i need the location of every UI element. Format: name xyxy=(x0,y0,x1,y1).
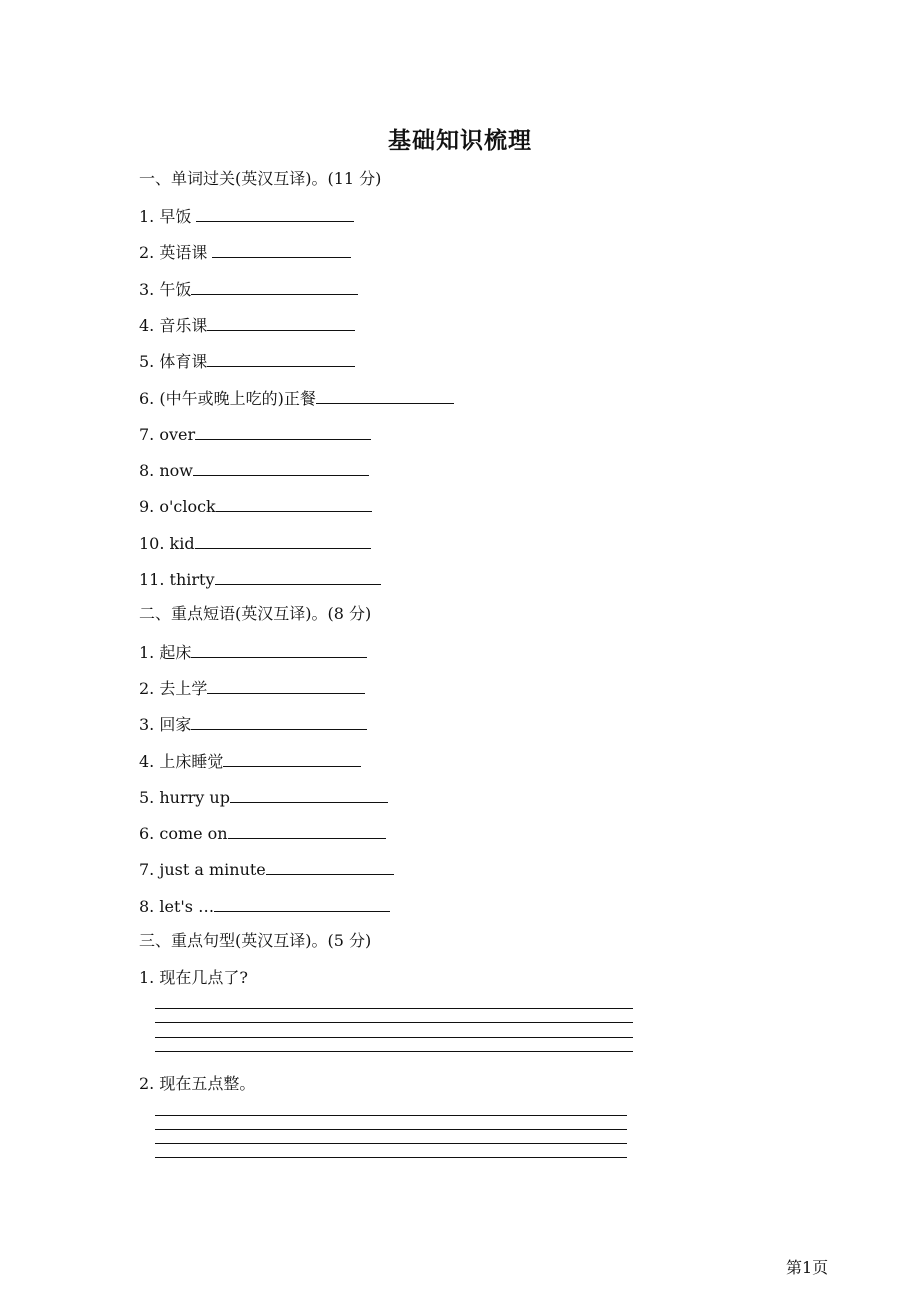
section-2-item-6 xyxy=(139,822,386,844)
answer-line[interactable] xyxy=(155,1037,633,1038)
section-3-item-1: 1. 现在几点了? xyxy=(139,968,248,987)
section-2-item-5 xyxy=(139,786,388,808)
item-label: 1. 早饭 xyxy=(139,207,197,226)
answer-line[interactable] xyxy=(155,1051,633,1052)
answer-blank[interactable] xyxy=(207,350,355,367)
answer-blank[interactable] xyxy=(266,858,394,875)
section-1-item-6 xyxy=(139,387,454,409)
section-2-item-8 xyxy=(139,895,390,917)
answer-blank[interactable] xyxy=(193,459,369,476)
answer-blank[interactable] xyxy=(196,205,354,222)
section-1-item-5 xyxy=(139,350,355,372)
answer-line[interactable] xyxy=(155,1157,627,1158)
page-number: 第1页 xyxy=(786,1258,829,1277)
item-label: 9. o'clock xyxy=(139,497,216,516)
item-label: 4. 音乐课 xyxy=(139,316,208,335)
item-label: 6. come on xyxy=(139,824,228,843)
item-label: 8. now xyxy=(139,461,193,480)
item-label: 11. thirty xyxy=(139,570,215,589)
section-1-item-7 xyxy=(139,423,371,445)
answer-blank[interactable] xyxy=(191,713,367,730)
section-3-item-2: 2. 现在五点整。 xyxy=(139,1074,256,1093)
section-1-item-3 xyxy=(139,278,358,300)
section-1-item-9 xyxy=(139,495,372,517)
section-2-item-2 xyxy=(139,677,365,699)
section-1-item-1 xyxy=(139,205,354,227)
section-2-item-1 xyxy=(139,641,367,663)
answer-line[interactable] xyxy=(155,1143,627,1144)
section-2-heading: 二、重点短语(英汉互译)。(8 分) xyxy=(139,604,372,623)
section-2-item-7 xyxy=(139,858,394,880)
answer-blank[interactable] xyxy=(212,241,351,258)
item-label: 2. 英语课 xyxy=(139,243,213,262)
item-label: 7. over xyxy=(139,425,196,444)
item-label: 8. let's … xyxy=(139,897,215,916)
answer-line[interactable] xyxy=(155,1129,627,1130)
answer-blank[interactable] xyxy=(223,750,361,767)
answer-blank[interactable] xyxy=(191,641,367,658)
section-2-item-4 xyxy=(139,750,361,772)
item-label: 5. hurry up xyxy=(139,788,230,807)
section-1-item-4 xyxy=(139,314,355,336)
answer-blank[interactable] xyxy=(207,314,355,331)
section-1-item-8 xyxy=(139,459,369,481)
section-3-heading: 三、重点句型(英汉互译)。(5 分) xyxy=(139,931,372,950)
section-1-item-11 xyxy=(139,568,381,590)
item-label: 10. kid xyxy=(139,534,195,553)
answer-blank[interactable] xyxy=(316,387,454,404)
answer-blank[interactable] xyxy=(207,677,365,694)
item-label: 2. 去上学 xyxy=(139,679,208,698)
answer-blank[interactable] xyxy=(215,568,381,585)
answer-line[interactable] xyxy=(155,1115,627,1116)
answer-blank[interactable] xyxy=(191,278,358,295)
section-2-item-3 xyxy=(139,713,367,735)
item-label: 5. 体育课 xyxy=(139,352,208,371)
item-label: 1. 起床 xyxy=(139,643,192,662)
answer-blank[interactable] xyxy=(195,532,371,549)
answer-line[interactable] xyxy=(155,1022,633,1023)
item-label: 6. (中午或晚上吃的)正餐 xyxy=(139,389,316,408)
section-1-heading: 一、单词过关(英汉互译)。(11 分) xyxy=(139,169,382,188)
answer-line[interactable] xyxy=(155,1008,633,1009)
item-label: 7. just a minute xyxy=(139,860,266,879)
section-1-item-10 xyxy=(139,532,371,554)
item-label: 4. 上床睡觉 xyxy=(139,752,224,771)
page-title: 基础知识梳理 xyxy=(388,127,532,154)
answer-blank[interactable] xyxy=(228,822,386,839)
answer-blank[interactable] xyxy=(230,786,388,803)
item-label: 3. 午饭 xyxy=(139,280,192,299)
item-label: 3. 回家 xyxy=(139,715,192,734)
section-1-item-2 xyxy=(139,241,351,263)
answer-blank[interactable] xyxy=(216,495,372,512)
answer-blank[interactable] xyxy=(195,423,371,440)
answer-blank[interactable] xyxy=(214,895,390,912)
